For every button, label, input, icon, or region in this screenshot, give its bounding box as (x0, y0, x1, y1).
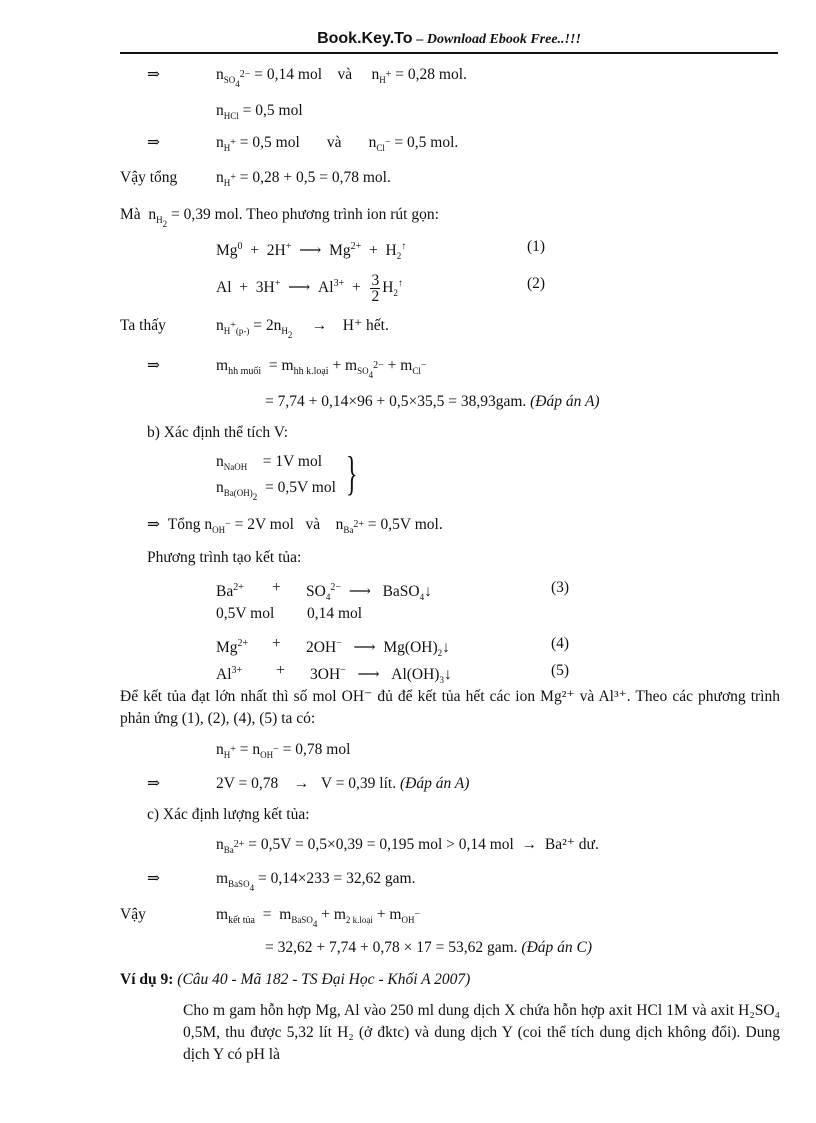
formula-line: $n_{H^+} = 0,28 + 0,5 = 0,78$ mol. (216, 169, 391, 188)
row-label: Ta thấy (120, 317, 166, 334)
example-heading: Ví dụ 9: (Câu 40 - Mã 182 - TS Đại Học - Khối A 2007) (120, 971, 471, 988)
equation-1: Mg$^0$ + 2H+ ⟶ $Mg^{2+} + H_2^↑$ (216, 241, 407, 261)
formula-line: $m_{BaSO_4} = 0,14\times 233 = 32,62$ gam. (216, 870, 416, 893)
formula-line: $n_{SO_4^{2-}} = 0,14$ mol và $n_{H^+} = 0,28$ mol. (216, 66, 467, 89)
formula-line: = 32,62 + 7,74 + 0,78 × 17 = 53,62 gam. (Đáp án C) (265, 939, 593, 956)
implies-arrow: ⇒ (147, 134, 160, 151)
formula-line: $n_{H^+} = n_{OH^-} = 0,78$ mol (216, 741, 351, 760)
equation-number: (3) (551, 579, 570, 596)
implies-arrow: ⇒ (147, 66, 160, 83)
implies-arrow: ⇒ (147, 775, 160, 792)
equation-3: $Ba^{2+}$ (216, 582, 244, 600)
formula-line: Mà $n_{H_2} = 0,39$ mol. Theo phương trình ion rút gọn: (120, 206, 439, 229)
formula-line: $n_{HCl} = 0,5$ mol (216, 102, 303, 121)
row-label: Vậy tổng (120, 169, 178, 186)
equation-5: $Al^{3+}$ (216, 665, 243, 683)
formula-line: $n_{H^+(p-)} = 2n_{H_2}$ → H⁺ hết. (216, 317, 389, 340)
row-label: Vậy (120, 906, 146, 923)
plus-sign: + (272, 579, 281, 596)
problem-paragraph: Cho m gam hỗn hợp Mg, Al vào 250 ml dung dịch X chứa hỗn hợp axit HCl 1M và axit H₂SO₄ 0,5M, thu được 5,32 lít H₂ (ở đktc) và dung dịch Y (coi thể tích dung dịch không đổi). Dung dịch Y có pH là (183, 1002, 780, 1063)
section-heading: c) Xác định lượng kết tủa: (147, 806, 310, 823)
mole-amount: 0,14 mol (307, 605, 363, 622)
site-tagline: – Download Ebook Free..!!! (416, 32, 581, 47)
formula-line: $m_{kết tủa} = m_{BaSO_4} + m_{2 k.loại} + m_{OH^-}$ (216, 906, 421, 929)
equation-number: (5) (551, 662, 570, 679)
equation-4: $Mg^{2+}$ (216, 638, 249, 656)
equation-3: $SO_4^{2-}$ ⟶ BaSO$_4$↓ (306, 582, 432, 602)
mole-amount: 0,5V mol (216, 605, 275, 622)
equation-number: (1) (527, 238, 546, 255)
formula-line: $n_{H^+} = 0,5$ mol và $n_{Cl^-} = 0,5$ mol. (216, 134, 459, 153)
formula-line: $n_{Ba^{2+}} = 0,5V = 0,5\times 0,39 = 0,195$ mol > 0,14 mol → Ba²⁺ dư. (216, 836, 599, 855)
equation-4: 2OH− ⟶ $Mg(OH)_2↓$ (306, 638, 450, 658)
explanation-paragraph: Để kết tủa đạt lớn nhất thì số mol OH⁻ đủ để kết tủa hết các ion Mg²⁺ và Al³⁺. Theo các phương trình phản ứng (1), (2), (4), (5) ta có: (120, 688, 780, 727)
site-brand: Book.Key.To (317, 30, 413, 47)
page-header (120, 30, 778, 54)
formula-line: $n_{Ba(OH)_2} = 0,5V$ mol (216, 479, 336, 502)
formula-line: $n_{NaOH}$ = 1V mol (216, 453, 323, 472)
implies-arrow: ⇒ (147, 870, 160, 887)
equation-5: 3OH− ⟶ $Al(OH)_3↓$ (310, 665, 452, 685)
curly-brace: } (346, 447, 358, 500)
equation-number: (2) (527, 275, 546, 292)
section-heading: Phương trình tạo kết tủa: (147, 549, 302, 566)
formula-line: ⇒ Tổng $n_{OH^-} = 2V$ mol và $n_{Ba^{2+}} = 0,5V$ mol. (147, 516, 443, 535)
formula-line: = 7,74 + 0,14×96 + 0,5×35,5 = 38,93gam. (Đáp án A) (265, 393, 600, 410)
section-heading: b) Xác định thể tích V: (147, 424, 289, 441)
formula-line: $m_{hh muối} = m_{hh k.loại} + m_{SO_4^{2-}} + m_{Cl^-}$ (216, 357, 427, 380)
equation-number: (4) (551, 635, 570, 652)
implies-arrow: ⇒ (147, 357, 160, 374)
formula-line: 2V = 0,78 → V = 0,39 lít. (Đáp án A) (216, 775, 470, 792)
plus-sign: + (272, 635, 281, 652)
plus-sign: + (276, 662, 285, 679)
equation-2: Al + 3H+ ⟶ $Al^{3+}$ + $\frac{3}{2}$ $H_2^↑$ (216, 271, 403, 305)
